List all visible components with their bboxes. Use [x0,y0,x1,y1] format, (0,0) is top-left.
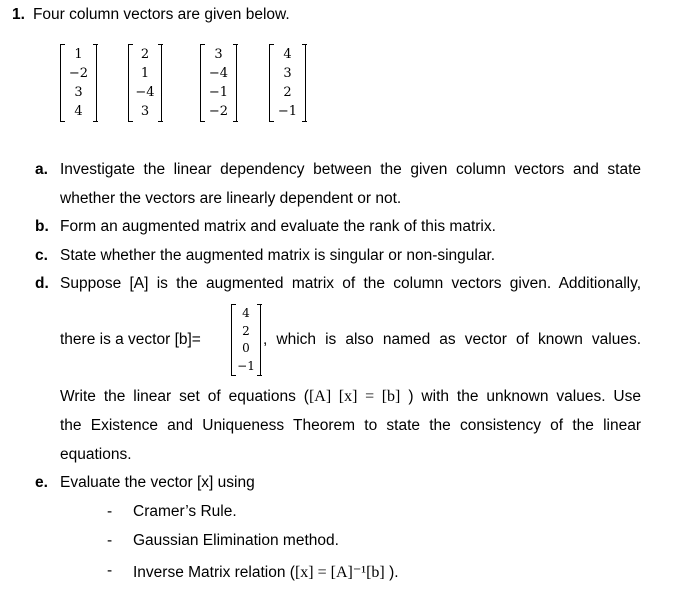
vector-b-entry: 0 [242,341,250,355]
vector-entry: 3 [283,66,292,81]
vector-entry: 1 [140,66,150,81]
question-number: 1. [12,6,25,23]
part-a-line2: whether the vectors are linearly dependent or not. [60,190,402,207]
part-d-line1: Suppose [A] is the augmented matrix of the column vectors given. Additionally, [60,275,641,292]
part-d-line3 [60,388,641,406]
vector-entry: −1 [277,104,298,119]
bullet-dash: - [107,562,113,579]
vector-b-entry: 4 [242,306,250,320]
part-d-label: d. [35,275,49,292]
column-vector-2 [128,45,162,121]
vector-b-entry: −1 [237,358,255,373]
vector-entry: −2 [208,104,229,119]
method-inverse-matrix [133,562,399,582]
question-heading [12,6,290,24]
column-vector-3 [200,45,237,121]
part-d-line5: equations. [60,446,132,463]
part-e-text: Evaluate the vector [x] using [60,474,255,491]
vector-entry: −4 [135,85,155,100]
part-d-vector-suffix: , which is also named as vector of known values. [263,331,641,348]
vector-entry: 3 [214,47,223,62]
bullet-dash: - [107,532,113,549]
part-a-line1: Investigate the linear dependency between the given column vectors and state [60,161,641,178]
part-b-label: b. [35,218,49,235]
part-d-line4: the Existence and Uniqueness Theorem to state the consistency of the linear [60,417,641,434]
vector-entry: 2 [283,85,292,100]
question-title: Four column vectors are given below. [32,6,290,23]
part-b-text: Form an augmented matrix and evaluate the rank of this matrix. [60,218,496,235]
vector-entry: 4 [283,47,292,62]
column-vector-4 [269,45,306,121]
equation-x-inverse: [x] = [A]⁻¹[b] [294,564,385,581]
method-cramers-rule: Cramer’s Rule. [133,503,237,520]
method-inverse-pre: Inverse Matrix relation ( [133,564,295,581]
part-d-vector-prefix: there is a vector [b]= [60,331,201,348]
part-e-label: e. [35,474,48,491]
equation-ax-b: [A] [x] = [b] [308,388,401,405]
method-inverse-post: ). [389,564,399,581]
vector-entry: 4 [74,104,83,119]
part-d-line3-post: ) with the unknown values. Use [408,388,641,405]
vector-entry: −4 [208,66,229,81]
vector-entry: 3 [74,85,83,100]
method-gaussian-elimination: Gaussian Elimination method. [133,532,339,549]
vector-entry: 1 [74,47,83,62]
vector-entry: 2 [140,47,150,62]
part-c-label: c. [35,247,48,264]
part-d-line3-pre: Write the linear set of equations ( [60,388,309,405]
vector-entry: 3 [140,104,150,119]
vector-entry: −1 [208,85,229,100]
part-c-text: State whether the augmented matrix is singular or non-singular. [60,247,496,264]
part-a-label: a. [35,161,48,178]
vector-b [231,305,261,375]
bullet-dash: - [107,503,113,520]
column-vector-1 [60,45,97,121]
vector-b-entry: 2 [242,323,250,338]
vector-entry: −2 [68,66,89,81]
